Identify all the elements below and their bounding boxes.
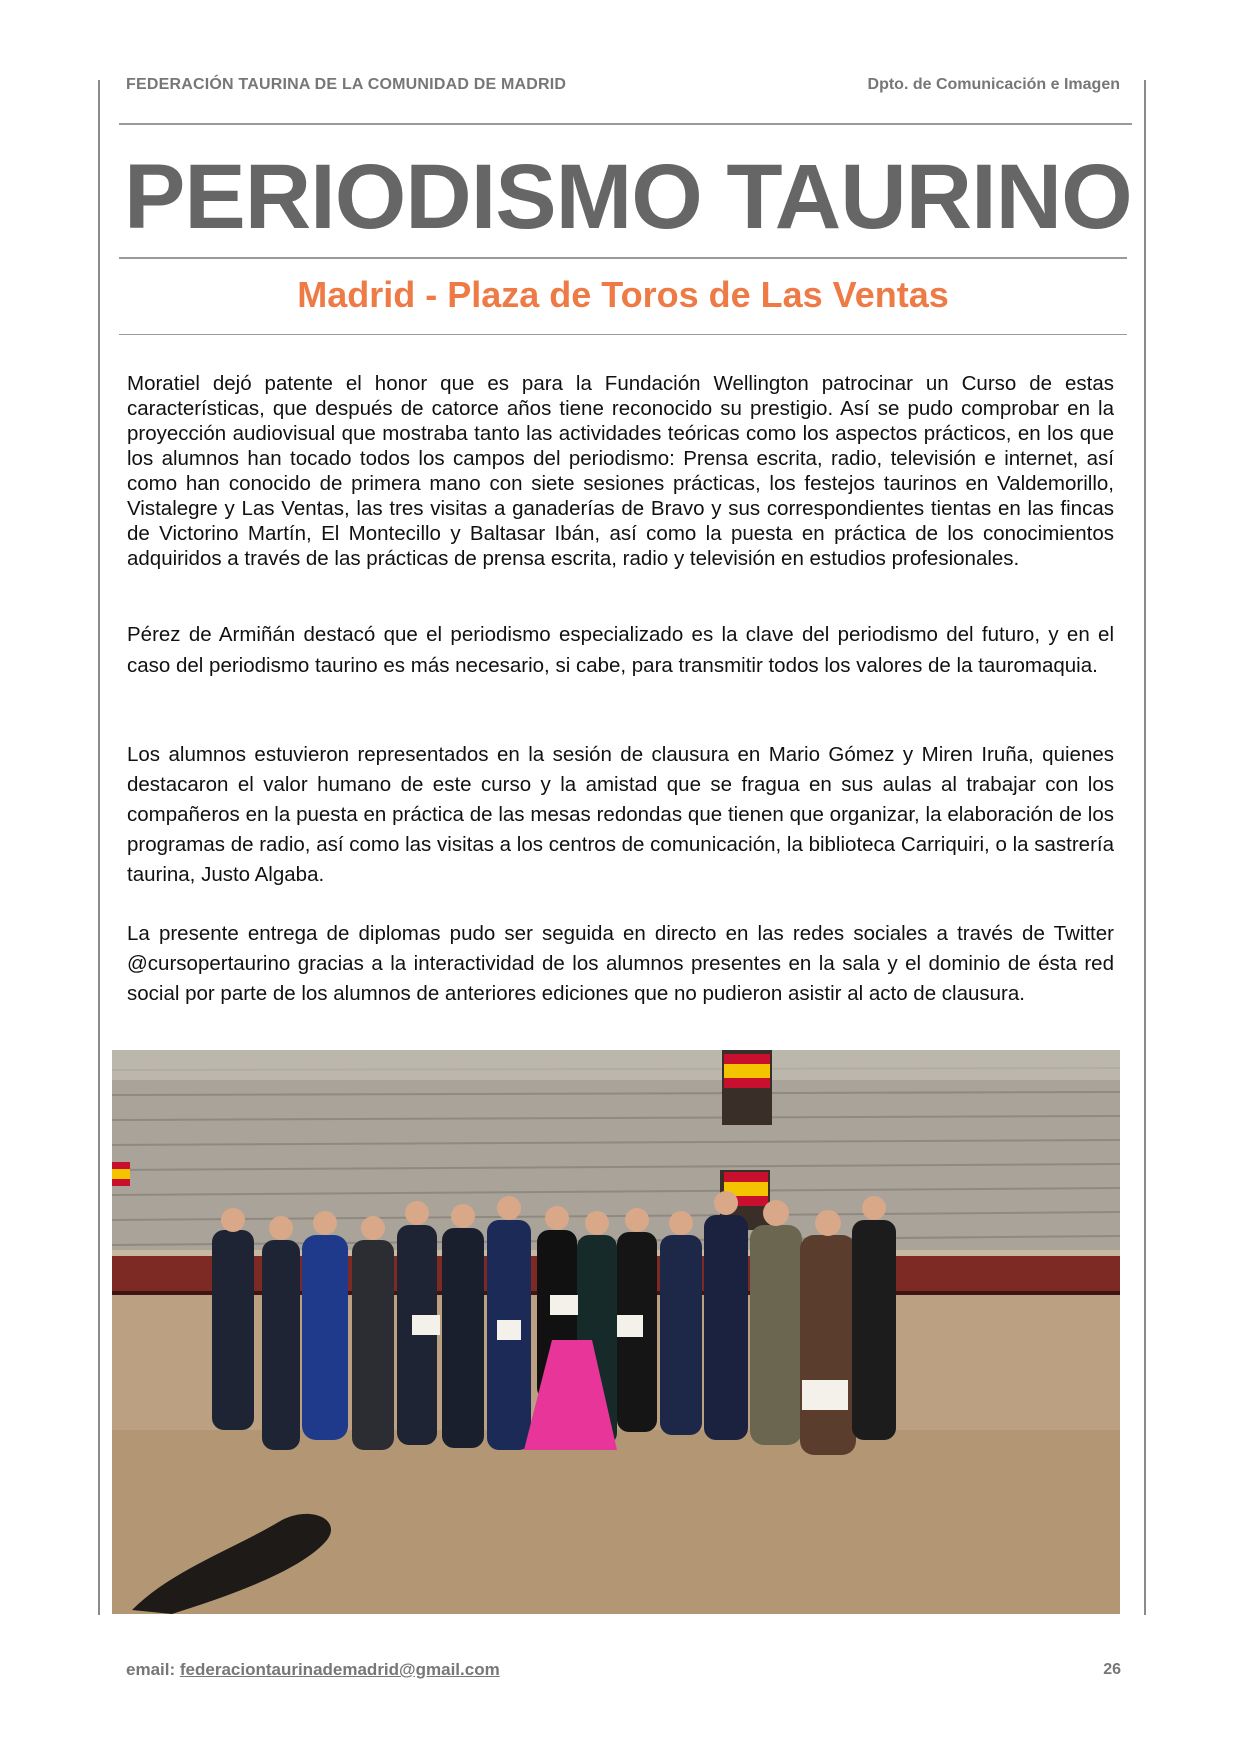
spain-flag-top	[724, 1054, 770, 1088]
body-paragraph-4: La presente entrega de diplomas pudo ser seguida en directo en las redes sociales a través de Twitter @cursopertaurino gracias a la interactividad de los alumnos presentes en la sala y el dominio de ésta red social por parte de los alumnos de anteriores ediciones que no pudieron asistir al acto de clausura.	[127, 922, 1114, 1005]
group-photo-bullring	[112, 1050, 1120, 1614]
body-paragraph-3: Los alumnos estuvieron representados en la sesión de clausura en Mario Gómez y Miren Iruña, quienes destacaron el valor humano de este curso y la amistad que se fragua en sus aulas al trabajar con los compañeros en la puesta en práctica de las mesas redondas que tienen que organizar, la elaboración de los programas de radio, así como las visitas a los centros de comunicación, la biblioteca Carriquiri, o la sastrería taurina, Justo Algaba.	[127, 743, 1114, 886]
footer-email-label: email:	[126, 1660, 176, 1679]
title-divider	[119, 257, 1127, 259]
page-number: 26	[1103, 1661, 1121, 1678]
right-margin-rule	[1144, 80, 1146, 1615]
header-organization: FEDERACIÓN TAURINA DE LA COMUNIDAD DE MADRID	[126, 76, 567, 93]
subtitle-divider	[119, 334, 1127, 335]
left-margin-rule	[98, 80, 100, 1615]
group-photo-illustration	[112, 1050, 1120, 1614]
footer-email	[126, 1660, 500, 1680]
spain-flag-left	[112, 1162, 130, 1186]
body-paragraph-1: Moratiel dejó patente el honor que es para la Fundación Wellington patrocinar un Curso de estas características, que después de catorce años tiene reconocido su prestigio. Así se pudo comprobar en la proyección audiovisual que mostraba tanto las actividades teóricas como los aspectos prácticos, en los que los alumnos han tocado todos los campos del periodismo: Prensa escrita, radio, televisión e internet, así como han conocido de primera mano con siete sesiones prácticas, los festejos taurinos en Valdemorillo, Vistalegre y Las Ventas, las tres visitas a ganaderías de Bravo y sus correspondientes tientas en las fincas de Victorino Martín, El Montecillo y Baltasar Ibán, así como la puesta en práctica de los conocimientos adquiridos a través de las prácticas de prensa escrita, radio y televisión en estudios profesionales.	[127, 372, 1114, 570]
page-subtitle: Madrid - Plaza de Toros de Las Ventas	[297, 274, 949, 315]
header-divider	[119, 123, 1132, 125]
footer-email-link[interactable]: federaciontaurinademadrid@gmail.com	[179, 1660, 500, 1679]
header-department: Dpto. de Comunicación e Imagen	[867, 76, 1120, 93]
body-paragraph-2: Pérez de Armiñán destacó que el periodismo especializado es la clave del periodismo del futuro, y en el caso del periodismo taurino es más necesario, si cabe, para transmitir todos los valores de la tauromaquia.	[127, 623, 1114, 677]
page-title: PERIODISMO TAURINO	[124, 146, 1132, 248]
